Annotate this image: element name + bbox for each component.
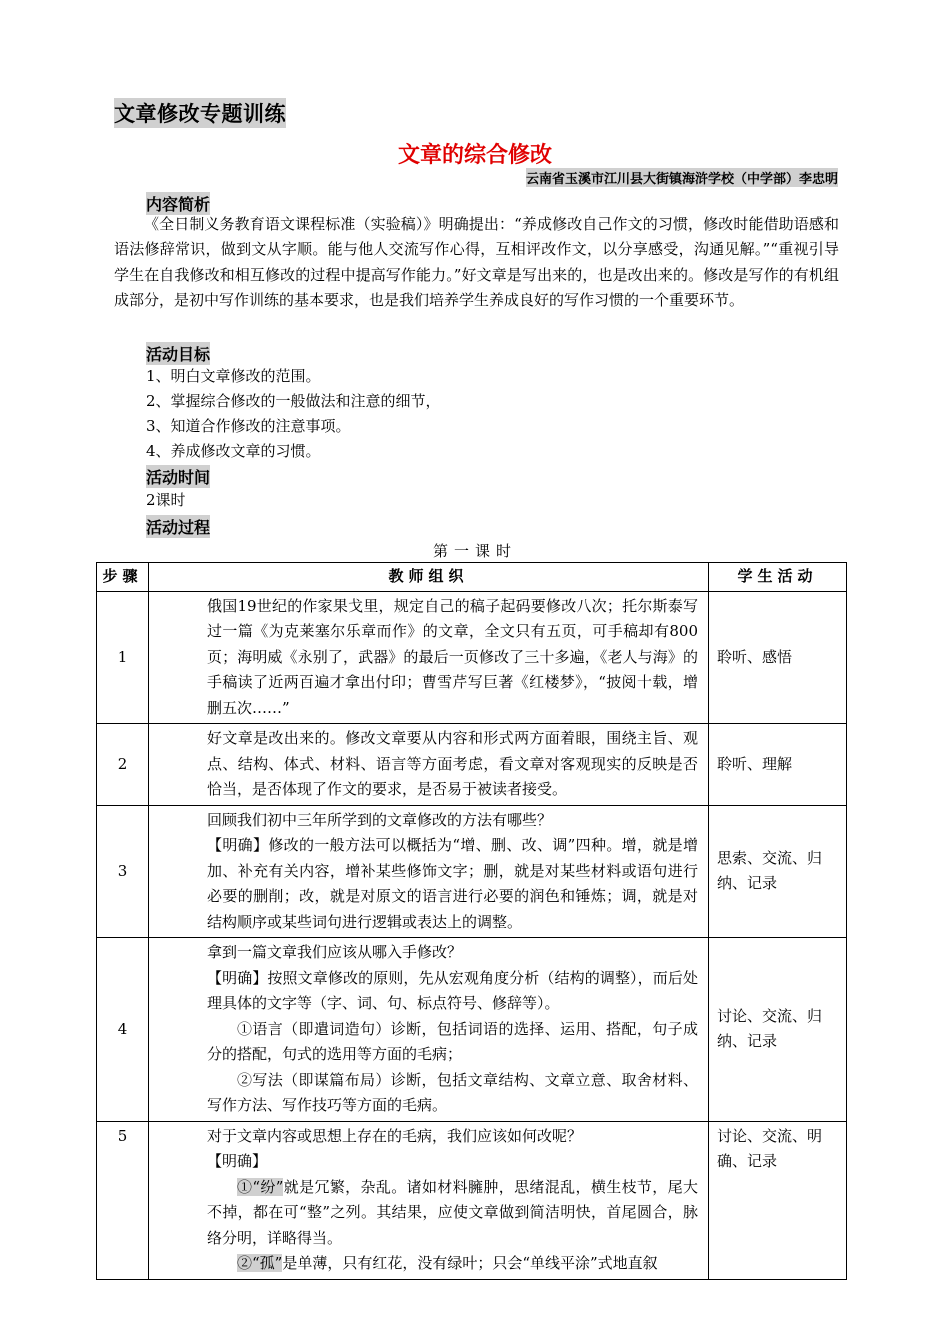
table-row	[97, 805, 847, 938]
table-row	[97, 1121, 847, 1279]
teacher-organization	[149, 591, 709, 724]
process-heading: 活动过程	[146, 515, 210, 538]
goal-item: 2、掌握综合修改的一般做法和注意的细节，	[146, 392, 441, 410]
org-answer-label: 【明确】	[207, 1152, 268, 1170]
highlight-term: ②“孤”	[237, 1254, 283, 1272]
org-point: ②写法（即谋篇布局）诊断，包括文章结构、文章立意、取舍材料、写作方法、写作技巧等方面的毛病。	[207, 1070, 698, 1114]
student-activity: 聆听、理解	[709, 724, 847, 806]
org-text: 俄国19世纪的作家果戈里，规定自己的稿子起码要修改八次；托尔斯泰写过一篇《为克莱塞尔乐章而作》的文章，全文只有五页，可手稿却有800页；海明威《永别了，武器》的最后一页修改了三十多遍，《老人与海》的手稿读了近两百遍才拿出付印；曹雪芹写巨著《红楼梦》，“披阅十载，增删五次……”	[207, 596, 698, 717]
org-point-text: 就是冗繁，杂乱。诸如材料臃肿，思绪混乱，横生枝节，尾大不掉，都在可“整”之列。其结果，应使文章做到简洁明快，首尾圆合，脉络分明，详略得当。	[207, 1177, 698, 1247]
highlight-term: ①“纷”	[237, 1177, 284, 1196]
student-activity: 聆听、感悟	[709, 591, 847, 724]
teacher-organization	[149, 805, 709, 938]
org-text: 好文章是改出来的。修改文章要从内容和形式两方面着眼，围绕主旨、观点、结构、体式、材料、语言等方面考虑，看文章对客观现实的反映是否恰当，是否体现了作文的要求，是否易于被读者接受。	[207, 729, 698, 798]
org-question: 回顾我们初中三年所学到的文章修改的方法有哪些？	[207, 810, 553, 829]
time-heading: 活动时间	[146, 465, 210, 488]
org-point: ①语言（即遣词造句）诊断，包括词语的选择、运用、搭配，句子成分的搭配，句式的选用等方面的毛病；	[207, 1019, 698, 1063]
org-answer: 【明确】按照文章修改的原则，先从宏观角度分析（结构的调整），而后处理具体的文字等（字、词、句、标点符号、修辞等）。	[207, 968, 698, 1012]
lesson-title: 第一课时	[432, 542, 517, 560]
goal-item: 4、养成修改文章的习惯。	[146, 442, 321, 460]
step-number: 4	[97, 938, 149, 1122]
activity-table	[96, 562, 847, 1280]
summary-paragraph: 《全日制义务教育语文课程标准（实验稿）》明确提出：“养成修改自己作文的习惯，修改时能借助语感和语法修辞常识，做到文从字顺。能与他人交流写作心得，互相评改作文，以分享感受，沟通见解。”“重视引导学生在自我修改和相互修改的过程中提高写作能力。”好文章是写出来的，也是改出来的。修改是写作的有机组成部分，是初中写作训练的基本要求，也是我们培养学生养成良好的写作习惯的一个重要环节。	[114, 215, 839, 310]
student-activity: 讨论、交流、归纳、记录	[709, 938, 847, 1122]
teacher-organization	[149, 724, 709, 806]
step-number: 3	[97, 805, 149, 938]
document-series-title: 文章修改专题训练	[114, 98, 286, 128]
student-activity: 思索、交流、归纳、记录	[709, 805, 847, 938]
step-number: 1	[97, 591, 149, 724]
goal-item: 3、知道合作修改的注意事项。	[146, 417, 351, 435]
time-text: 2课时	[146, 491, 186, 509]
table-row	[97, 591, 847, 724]
table-row	[97, 724, 847, 806]
org-question: 对于文章内容或思想上存在的毛病，我们应该如何改呢？	[207, 1126, 583, 1145]
summary-heading: 内容简析	[146, 192, 210, 215]
author-line: 云南省玉溪市江川县大街镇海浒学校（中学部）李忠明	[526, 168, 838, 187]
header-teacher: 教师组织	[149, 563, 709, 592]
teacher-organization	[149, 1121, 709, 1279]
org-answer: 【明确】修改的一般方法可以概括为“增、删、改、调”四种。增，就是增加、补充有关内容，增补某些修饰文字；删，就是对某些材料或语句进行必要的删削；改，就是对原文的语言进行必要的润色和锤炼；调，就是对结构顺序或某些词句进行逻辑或表达上的调整。	[207, 836, 698, 931]
student-activity: 讨论、交流、明确、记录	[709, 1121, 847, 1279]
table-header-row	[97, 563, 847, 592]
header-student: 学生活动	[709, 563, 847, 592]
header-step: 步骤	[97, 563, 149, 592]
goals-heading: 活动目标	[146, 342, 210, 365]
step-number: 5	[97, 1121, 149, 1279]
teacher-organization	[149, 938, 709, 1122]
org-question: 拿到一篇文章我们应该从哪入手修改？	[207, 943, 463, 961]
goal-item: 1、明白文章修改的范围。	[146, 367, 321, 385]
table-row	[97, 938, 847, 1122]
org-point	[207, 1251, 698, 1277]
org-point-text: 是单薄，只有红花，没有绿叶；只会“单线平涂”式地直叙	[282, 1254, 658, 1272]
org-point	[207, 1175, 698, 1252]
article-title: 文章的综合修改	[397, 143, 552, 168]
step-number: 2	[97, 724, 149, 806]
